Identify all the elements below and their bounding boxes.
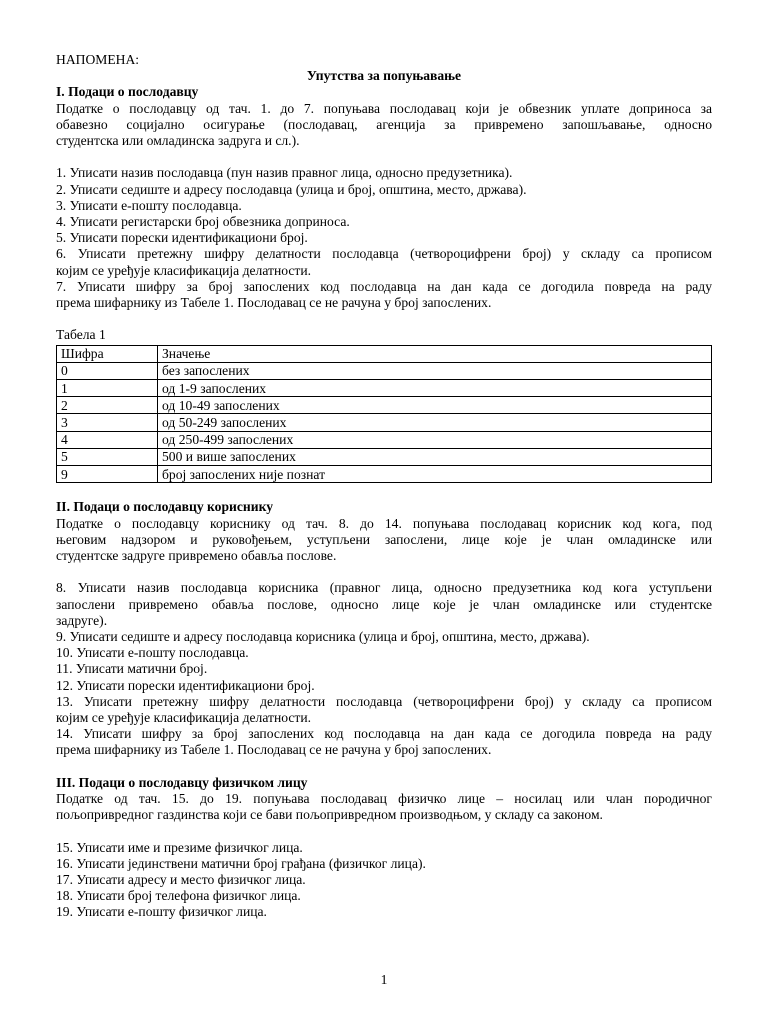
table-row (57, 431, 712, 448)
section-1-heading: I. Подаци о послодавцу (56, 84, 199, 100)
instruction-item-continued: којим се уређује класификација делатности. (56, 709, 312, 725)
instruction-item-continued: запослени привремено обавља послове, односно лице које је члан омладинске или студентске (56, 596, 712, 612)
section-2-intro-line: његовим надзором и руковођењем, уступљени запослени, лице које је члан омладинске или (56, 531, 712, 547)
instruction-item: 4. Уписати регистарски број обвезника доприноса. (56, 214, 350, 230)
instruction-item: 16. Уписати јединствени матични број грађана (физичког лица). (56, 855, 426, 871)
instruction-item: 15. Уписати име и презиме физичког лица. (56, 839, 303, 855)
instruction-item-continued: према шифарнику из Табеле 1. Послодавац се не рачуна у број запослених. (56, 295, 492, 311)
table-cell-code: 2 (57, 397, 158, 414)
table-cell-meaning: број запослених није познат (158, 465, 712, 482)
table-header-row (57, 345, 712, 362)
instruction-item: 5. Уписати порески идентификациони број. (56, 230, 308, 246)
note-label: НАПОМЕНА: (56, 52, 140, 67)
document-title: Упутства за попуњавање (306, 68, 462, 84)
page-number: 1 (380, 972, 388, 987)
document-page (56, 52, 712, 921)
section-1-intro-line: студентска или омладинска задруга и сл.). (56, 133, 300, 149)
instruction-item: 19. Уписати е-пошту физичког лица. (56, 904, 267, 920)
table-cell-code: 0 (57, 362, 158, 379)
instruction-item: 18. Уписати број телефона физичког лица. (56, 888, 301, 904)
table-caption: Табела 1 (56, 327, 106, 343)
code-table (56, 345, 712, 484)
section-1-intro-line: Податке о послодавцу од тач. 1. до 7. попуњава послодавац који је обвезник уплате доприноса за (56, 100, 712, 116)
table-row (57, 397, 712, 414)
table-cell-code: 9 (57, 465, 158, 482)
table-cell-code: 4 (57, 431, 158, 448)
table-cell-code: 3 (57, 414, 158, 431)
table-row (57, 448, 712, 465)
section-3-intro-line: пољопривредног газдинства који се бави пољопривредном производњом, у складу са законом. (56, 807, 603, 823)
instruction-item: 8. Уписати назив послодавца корисника (правног лица, односно предузетника код кога уступљени (56, 580, 712, 596)
instruction-item: 17. Уписати адресу и место физичког лица. (56, 871, 306, 887)
instruction-item: 9. Уписати седиште и адресу послодавца корисника (улица и број, општина, место, држава). (56, 628, 590, 644)
section-3-heading: III. Подаци о послодавцу физичком лицу (56, 774, 308, 790)
section-2-heading: II. Подаци о послодавцу кориснику (56, 499, 274, 515)
table-cell-meaning: 500 и више запослених (158, 448, 712, 465)
table-header-cell: Шифра (57, 345, 158, 362)
section-2-intro-line: Податке о послодавцу кориснику од тач. 8. до 14. попуњава послодавац корисник код кога, под (56, 515, 712, 531)
instruction-item-continued: према шифарнику из Табеле 1. Послодавац се не рачуна у број запослених. (56, 742, 492, 758)
instruction-item: 11. Уписати матични број. (56, 661, 208, 677)
instruction-item: 13. Уписати претежну шифру делатности послодавца (четвороцифрени број) у складу са прописом (56, 693, 712, 709)
instruction-item: 3. Уписати е-пошту послодавца. (56, 197, 242, 213)
table-cell-meaning: од 1-9 запослених (158, 380, 712, 397)
table-header-cell: Значење (158, 345, 712, 362)
instruction-item: 14. Уписати шифру за број запослених код послодавца на дан када се догодила повреда на раду (56, 726, 712, 742)
table-cell-meaning: од 10-49 запослених (158, 397, 712, 414)
instruction-item: 10. Уписати е-пошту послодавца. (56, 645, 249, 661)
instruction-item: 1. Уписати назив послодавца (пун назив правног лица, односно предузетника). (56, 165, 513, 181)
section-2-intro-line: студентске задруге привремено обавља послове. (56, 547, 337, 563)
instruction-item: 2. Уписати седиште и адресу послодавца (улица и број, општина, место, држава). (56, 181, 527, 197)
table-cell-meaning: од 250-499 запослених (158, 431, 712, 448)
table-cell-meaning: без запослених (158, 362, 712, 379)
instruction-item: 7. Уписати шифру за број запослених код послодавца на дан када се догодила повреда на раду (56, 278, 712, 294)
section-3-intro-line: Податке од тач. 15. до 19. попуњава послодавац физичко лице – носилац или члан породичног (56, 790, 712, 806)
table-row (57, 414, 712, 431)
table-row (57, 465, 712, 482)
instruction-item-continued: задруге). (56, 612, 108, 628)
table-cell-meaning: од 50-249 запослених (158, 414, 712, 431)
instruction-item: 12. Уписати порески идентификациони број. (56, 677, 315, 693)
section-1-intro-line: обавезно социјално осигурање (послодавац, агенција за привремено запошљавање, односно (56, 116, 712, 132)
instruction-item-continued: којим се уређује класификација делатности. (56, 262, 312, 278)
instruction-item: 6. Уписати претежну шифру делатности послодавца (четвороцифрени број) у складу са прописом (56, 246, 712, 262)
table-row (57, 380, 712, 397)
table-cell-code: 5 (57, 448, 158, 465)
table-cell-code: 1 (57, 380, 158, 397)
table-row (57, 362, 712, 379)
